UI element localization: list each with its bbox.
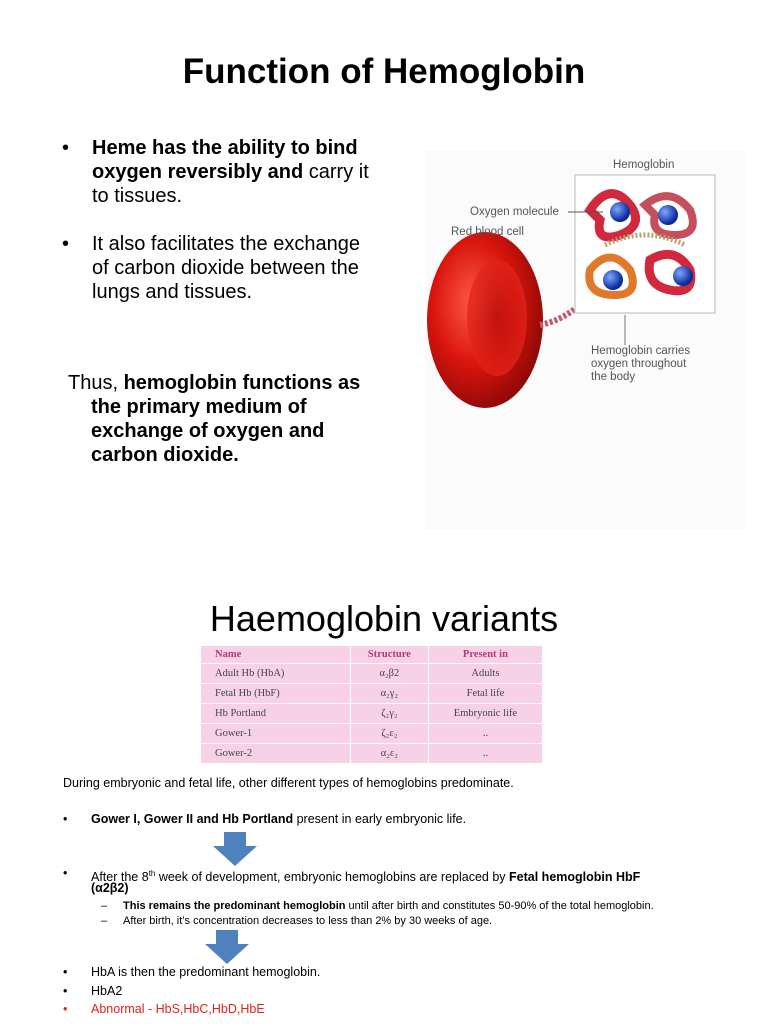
sub2-text: After birth, it’s concentration decreases to less than 2% by 30 weeks of age.	[123, 915, 493, 927]
thus-paragraph	[68, 371, 391, 467]
bullet-dot: •	[63, 965, 68, 979]
bullet-dot: •	[63, 866, 68, 880]
bullet-heme-rest: carry it to tissues.	[92, 161, 369, 207]
bullet-gower-bold: Gower I, Gower II and Hb Portland	[91, 812, 294, 826]
label-caption: Hemoglobin carries oxygen throughout the body	[591, 345, 691, 383]
table-cell: Gower-1	[201, 724, 351, 744]
table-cell: Gower-2	[201, 744, 351, 764]
table-cell: ..	[428, 744, 542, 764]
table-cell: ζ₂ε₂	[350, 724, 428, 744]
oxygen-molecule-1	[610, 202, 630, 222]
table-cell: Hb Portland	[201, 704, 351, 724]
table-row	[201, 704, 543, 724]
table-cell: α₂ε₂	[350, 744, 428, 764]
table-header-row	[201, 646, 543, 664]
after-sup: th	[148, 869, 156, 878]
bullet-heme-bold: Heme has the ability to bind oxygen reversibly and	[92, 137, 358, 183]
table-header-present: Present in	[428, 646, 542, 664]
table-row	[201, 664, 543, 684]
bullet-co2-text: It also facilitates the exchange of carbon dioxide between the lungs and tissues.	[92, 233, 360, 303]
table-row	[201, 724, 543, 744]
bullet-co2	[62, 232, 382, 304]
table-header-structure: Structure	[350, 646, 428, 664]
bullet-dot: •	[62, 233, 70, 255]
sub1-rest: until after birth and constitutes 50-90% of the total hemoglobin.	[345, 900, 654, 912]
label-oxygen-molecule: Oxygen molecule	[470, 206, 559, 218]
label-red-blood-cell: Red blood cell	[451, 226, 524, 238]
after-bold2: (α2β2)	[91, 881, 129, 895]
bullet-dot: •	[63, 812, 68, 826]
oxygen-molecule-2	[658, 205, 678, 225]
table-row	[201, 744, 543, 764]
label-hemoglobin: Hemoglobin	[613, 159, 675, 171]
bullet-dot: •	[63, 1002, 68, 1016]
variants-table	[200, 645, 543, 764]
table-cell: α₂β2	[350, 664, 428, 684]
table-cell: Embryonic life	[428, 704, 542, 724]
bullet-hba-text: HbA is then the predominant hemoglobin.	[91, 965, 321, 979]
table-cell: ..	[428, 724, 542, 744]
bullet-dot: •	[63, 984, 68, 998]
sub1-bold: This remains the predominant hemoglobin	[123, 900, 346, 912]
after-mid: week of development, embryonic hemoglobins are replaced by	[155, 870, 510, 885]
bullet-abnormal-text: Abnormal - HbS,HbC,HbD,HbE	[91, 1002, 265, 1016]
bullet-heme	[62, 136, 382, 208]
table-cell: Adult Hb (HbA)	[201, 664, 351, 684]
bullet-gower-rest: present in early embryonic life.	[293, 812, 467, 826]
slide-title-function: Function of Hemoglobin	[182, 52, 586, 91]
thus-prefix: Thus,	[68, 372, 119, 394]
after-bold1: Fetal hemoglobin HbF	[509, 870, 641, 885]
table-cell: Fetal Hb (HbF)	[201, 684, 351, 704]
intro-text: During embryonic and fetal life, other different types of hemoglobins predominate.	[63, 776, 514, 790]
oxygen-molecule-4	[673, 266, 693, 286]
sub-dash: –	[101, 900, 108, 912]
table-cell: ζ₂γ₂	[350, 704, 428, 724]
bullet-hba2-text: HbA2	[91, 984, 123, 998]
table-cell: Adults	[428, 664, 542, 684]
table-row	[201, 684, 543, 704]
bullet-dot: •	[62, 137, 70, 159]
table-header-name: Name	[201, 646, 351, 664]
table-cell: Fetal life	[428, 684, 542, 704]
after-pre: After the 8	[91, 870, 149, 885]
slide-title-variants: Haemoglobin variants	[209, 598, 559, 639]
thus-bold: hemoglobin functions as the primary medium of exchange of oxygen and carbon dioxide.	[91, 372, 361, 466]
table-cell: α₂γ₂	[350, 684, 428, 704]
oxygen-molecule-3	[603, 270, 623, 290]
function-bullets	[62, 136, 382, 328]
down-arrow-icon	[213, 832, 257, 866]
sub-dash: –	[101, 915, 108, 927]
hemoglobin-figure	[425, 150, 745, 530]
red-blood-cell	[427, 232, 543, 408]
down-arrow-icon	[205, 930, 249, 964]
